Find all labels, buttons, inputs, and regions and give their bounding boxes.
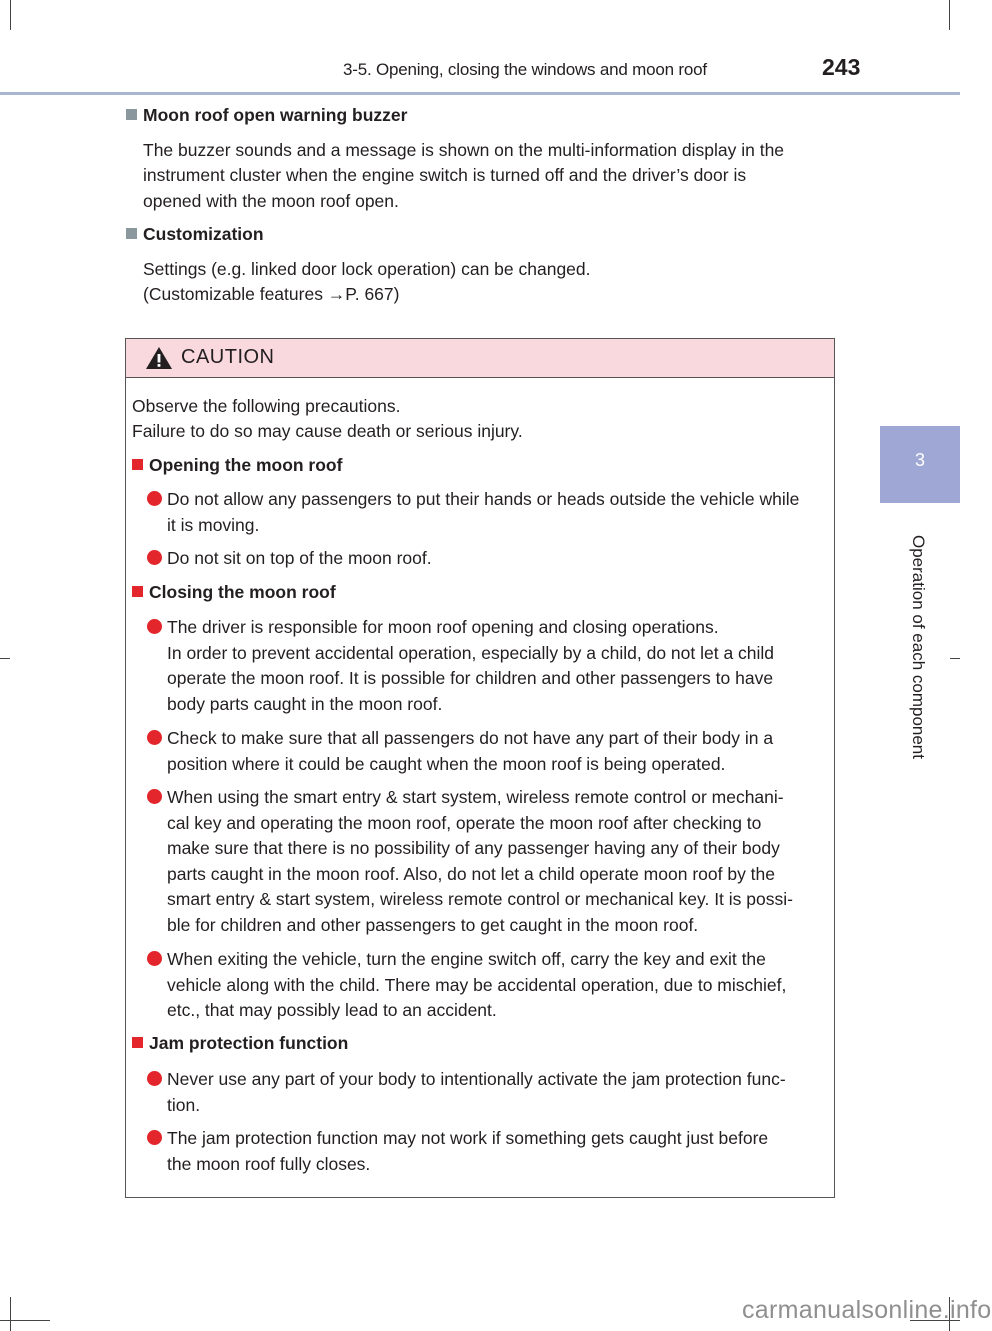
text-line: the moon roof fully closes.	[167, 1153, 371, 1174]
bullet-dot-icon	[147, 1130, 162, 1145]
text-line: The jam protection function may not work if something gets caught just before	[167, 1128, 769, 1148]
bullet-dot-icon	[147, 491, 162, 506]
caution-bullet	[167, 546, 830, 572]
section-title: Moon roof open warning buzzer	[143, 105, 408, 125]
paragraph-buzzer	[143, 138, 831, 214]
caution-group-heading	[132, 1033, 348, 1054]
crop-mark	[0, 1320, 50, 1321]
bullet-dot-icon	[147, 730, 162, 745]
caution-group-title: Opening the moon roof	[149, 455, 343, 475]
caution-group-title: Jam protection function	[149, 1033, 349, 1053]
bullet-dot-icon	[147, 951, 162, 966]
bullet-dot-icon	[147, 550, 162, 565]
chapter-label: Operation of each component	[909, 535, 928, 759]
text-line: it is moving.	[167, 514, 260, 535]
section-heading-customization	[126, 224, 264, 245]
gray-square-icon	[126, 109, 137, 120]
text-line: Do not allow any passengers to put their hands or heads outside the vehicle while	[167, 489, 800, 509]
text-line: make sure that there is no possibility of any passenger having any of their body	[167, 838, 780, 858]
caution-header	[126, 339, 834, 378]
text-line: Do not sit on top of the moon roof.	[167, 548, 432, 568]
red-square-icon	[132, 1037, 143, 1048]
text-line: operate the moon roof. It is possible for children and other passengers to have	[167, 668, 774, 688]
caution-bullet	[167, 1067, 830, 1118]
bullet-dot-icon	[147, 1071, 162, 1086]
warning-triangle-icon	[145, 346, 173, 370]
text-line: Observe the following precautions.	[132, 396, 401, 416]
text-line: smart entry & start system, wireless remote control or mechanical key. It is possi-	[167, 889, 793, 909]
text-line: vehicle along with the child. There may be accidental operation, due to mischief,	[167, 974, 787, 995]
chapter-tab	[880, 426, 960, 503]
caution-box	[125, 338, 835, 1198]
header-rule	[0, 92, 960, 95]
caution-group-heading	[132, 455, 342, 476]
text-line: When exiting the vehicle, turn the engine switch off, carry the key and exit the	[167, 949, 766, 969]
red-square-icon	[132, 459, 143, 470]
crop-mark	[10, 0, 11, 30]
customizable-features-reference[interactable]: (Customizable features →P. 667)	[143, 284, 400, 305]
bullet-dot-icon	[147, 619, 162, 634]
caution-bullet	[167, 726, 830, 777]
section-heading-buzzer	[126, 105, 407, 126]
chapter-number: 3	[914, 450, 925, 470]
text-line: Check to make sure that all passengers do not have any part of their body in a	[167, 728, 774, 748]
text-line: opened with the moon roof open.	[143, 190, 399, 211]
caution-bullet	[167, 487, 830, 538]
section-header-title: 3-5. Opening, closing the windows and moon roof	[343, 60, 707, 79]
caution-group-heading	[132, 582, 336, 603]
text-line: Failure to do so may cause death or serious injury.	[132, 421, 523, 442]
caution-group-title: Closing the moon roof	[149, 582, 336, 602]
page-number: 243	[822, 54, 861, 80]
crop-mark	[950, 658, 960, 659]
text-line: body parts caught in the moon roof.	[167, 693, 443, 714]
red-square-icon	[132, 586, 143, 597]
crop-mark	[949, 0, 950, 30]
caution-bullet	[167, 615, 830, 717]
text-line: The buzzer sounds and a message is shown on the multi-information display in the	[143, 140, 785, 160]
text-line: When using the smart entry & start system, wireless remote control or mechani-	[167, 787, 784, 807]
text-line: cal key and operating the moon roof, operate the moon roof after checking to	[167, 812, 762, 833]
gray-square-icon	[126, 228, 137, 239]
text-line: ble for children and other passengers to get caught in the moon roof.	[167, 914, 699, 935]
text-line: The driver is responsible for moon roof opening and closing operations.	[167, 617, 719, 637]
caution-bullet	[167, 947, 830, 1024]
caution-bullet	[167, 1126, 830, 1177]
text-line: parts caught in the moon roof. Also, do not let a child operate moon roof by the	[167, 863, 776, 884]
text-line: etc., that may possibly lead to an accident.	[167, 1000, 497, 1020]
text-line: In order to prevent accidental operation, especially by a child, do not let a child	[167, 642, 775, 663]
text-line: instrument cluster when the engine switch is turned off and the driver’s door is	[143, 165, 747, 186]
text-line: Never use any part of your body to intentionally activate the jam protection func-	[167, 1069, 786, 1089]
bullet-dot-icon	[147, 789, 162, 804]
text-line: Settings (e.g. linked door lock operation) can be changed.	[143, 259, 591, 279]
paragraph-customization	[143, 257, 831, 308]
section-title: Customization	[143, 224, 264, 244]
caution-intro	[132, 394, 523, 445]
caution-title: CAUTION	[181, 346, 275, 368]
caution-bullet	[167, 785, 830, 938]
crop-mark	[10, 1297, 11, 1331]
crop-mark	[0, 658, 10, 659]
watermark: carmanualsonline.info	[742, 1296, 992, 1324]
text-line: position where it could be caught when the moon roof is being operated.	[167, 753, 726, 774]
text-line: tion.	[167, 1094, 201, 1115]
